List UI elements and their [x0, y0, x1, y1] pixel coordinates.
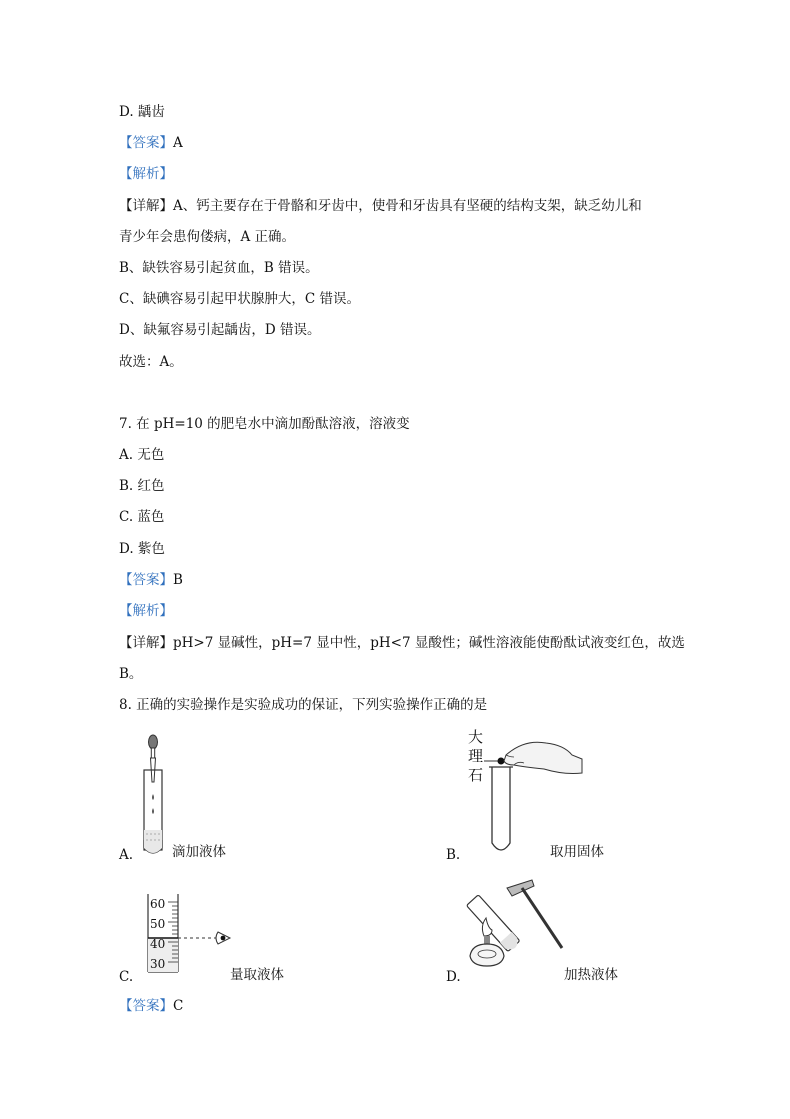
marble-testtube-figure — [484, 735, 589, 860]
detail-text: pH>7 显碱性，pH=7 显中性，pH<7 显酸性；碱性溶液能使酚酞试液变红色，故选 — [173, 635, 685, 651]
q6-detail-line-5: D、缺氟容易引起龋齿，D 错误。 — [119, 322, 321, 338]
q8-option-b-caption: 取用固体 — [550, 844, 604, 860]
q8-option-d-letter: D. — [446, 969, 461, 985]
q8-option-b-letter: B. — [446, 847, 461, 863]
detail-tag: 【详解】 — [119, 635, 173, 651]
q8-option-a-caption: 滴加液体 — [172, 844, 226, 860]
answer-value: B — [173, 572, 183, 588]
q7-detail-line-2: B。 — [119, 666, 143, 682]
marble-label-3: 石 — [468, 766, 484, 784]
answer-tag: 【答案】 — [119, 135, 173, 151]
q7-stem: 7. 在 pH=10 的肥皂水中滴加酚酞溶液，溶液变 — [119, 416, 410, 432]
q6-analysis-tag: 【解析】 — [119, 166, 173, 182]
q7-option-d: D. 紫色 — [119, 541, 165, 557]
q6-detail-line-2: 青少年会患佝偻病，A 正确。 — [119, 229, 296, 245]
q7-option-c: C. 蓝色 — [119, 509, 165, 525]
heating-figure — [462, 878, 567, 973]
answer-tag: 【答案】 — [119, 572, 173, 588]
q8-option-c-caption: 量取液体 — [230, 967, 284, 983]
detail-text: A、钙主要存在于骨骼和牙齿中，使骨和牙齿具有坚硬的结构支架，缺乏幼儿和 — [173, 198, 642, 214]
q6-option-d: D. 龋齿 — [119, 104, 165, 120]
q7-answer — [119, 571, 183, 589]
answer-value: A — [173, 135, 183, 151]
q6-conclusion: 故选：A。 — [119, 354, 183, 370]
q8-option-a-letter: A. — [119, 847, 134, 863]
q7-detail-line-1 — [119, 634, 685, 652]
cylinder-scale-40: 40 — [150, 937, 166, 951]
dropper-figure — [128, 730, 178, 860]
q8-option-c-letter: C. — [119, 969, 134, 985]
q6-detail-line-4: C、缺碘容易引起甲状腺肿大，C 错误。 — [119, 291, 360, 307]
q6-answer — [119, 134, 183, 152]
q6-detail-line-1 — [119, 197, 642, 215]
cylinder-scale-50: 50 — [150, 917, 166, 931]
q8-answer — [119, 997, 183, 1015]
answer-tag: 【答案】 — [119, 998, 173, 1014]
cylinder-scale-60: 60 — [150, 897, 166, 911]
marble-label-2: 理 — [468, 747, 484, 765]
answer-value: C — [173, 998, 184, 1014]
detail-tag: 【详解】 — [119, 198, 173, 214]
cylinder-scale-30: 30 — [150, 957, 166, 971]
q8-stem: 8. 正确的实验操作是实验成功的保证，下列实验操作正确的是 — [119, 697, 488, 713]
q7-option-b: B. 红色 — [119, 478, 165, 494]
q8-option-d-caption: 加热液体 — [564, 967, 618, 983]
q6-detail-line-3: B、缺铁容易引起贫血，B 错误。 — [119, 260, 319, 276]
marble-label-1: 大 — [468, 728, 484, 746]
q7-option-a: A. 无色 — [119, 447, 165, 463]
q7-analysis-tag: 【解析】 — [119, 603, 173, 619]
